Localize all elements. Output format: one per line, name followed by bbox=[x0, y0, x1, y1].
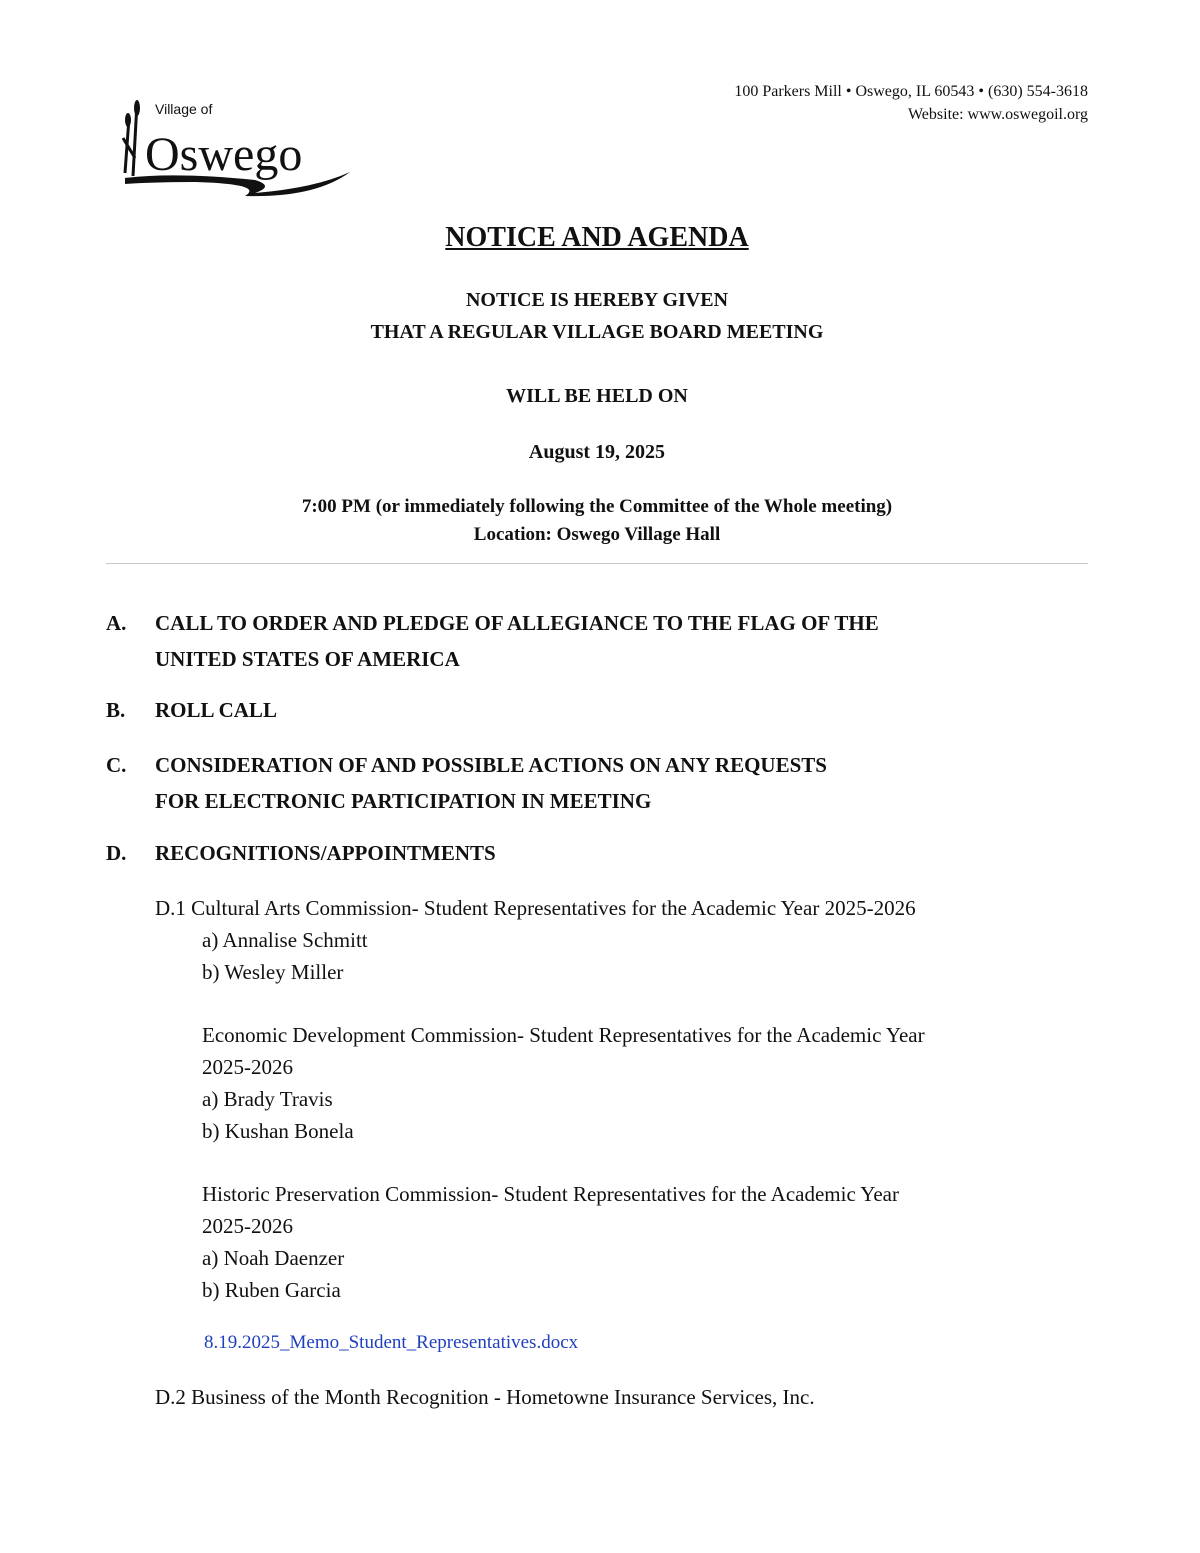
agenda-item-a-line: CALL TO ORDER AND PLEDGE OF ALLEGIANCE TO THE FLAG OF THE bbox=[155, 611, 879, 635]
econ-rep-b: b) Kushan Bonela bbox=[202, 1119, 354, 1143]
agenda-item-a-line: UNITED STATES OF AMERICA bbox=[155, 647, 460, 671]
hist-rep-a: a) Noah Daenzer bbox=[202, 1246, 345, 1270]
d1-heading: D.1 Cultural Arts Commission- Student Representatives for the Academic Year 2025-2026 bbox=[155, 896, 916, 920]
cultural-rep-a: a) Annalise Schmitt bbox=[202, 928, 368, 952]
agenda-item-b-line: ROLL CALL bbox=[155, 698, 277, 722]
agenda-item-c bbox=[155, 747, 827, 819]
agenda-letter-d: D. bbox=[106, 841, 127, 865]
agenda-item-c-line: CONSIDERATION OF AND POSSIBLE ACTIONS ON ANY REQUESTS bbox=[155, 753, 827, 777]
cultural-rep-b: b) Wesley Miller bbox=[202, 960, 344, 984]
meeting-date: August 19, 2025 bbox=[528, 441, 666, 463]
website: Website: www.oswegoil.org bbox=[907, 106, 1088, 123]
hist-heading-year: 2025-2026 bbox=[202, 1214, 293, 1238]
agenda-letter-c: C. bbox=[106, 753, 127, 777]
econ-heading-year: 2025-2026 bbox=[202, 1055, 293, 1079]
agenda-item-c-line: FOR ELECTRONIC PARTICIPATION IN MEETING bbox=[155, 789, 652, 813]
hist-rep-b: b) Ruben Garcia bbox=[202, 1278, 341, 1302]
econ-heading: Economic Development Commission- Student Representatives for the Academic Year bbox=[202, 1023, 925, 1047]
page-title: NOTICE AND AGENDA bbox=[445, 222, 749, 253]
agenda-letter-b: B. bbox=[106, 698, 126, 722]
meeting-time: 7:00 PM (or immediately following the Committee of the Whole meeting) bbox=[301, 496, 893, 517]
agenda-item-b bbox=[155, 692, 277, 728]
meeting-location: Location: Oswego Village Hall bbox=[473, 524, 721, 545]
notice-line-2: THAT A REGULAR VILLAGE BOARD MEETING bbox=[370, 321, 824, 343]
svg-text:Oswego: Oswego bbox=[145, 128, 303, 181]
village-of-oswego-logo bbox=[115, 98, 355, 198]
divider bbox=[106, 563, 1088, 564]
agenda-item-a bbox=[155, 605, 879, 677]
memo-attachment-link[interactable]: 8.19.2025_Memo_Student_Representatives.docx bbox=[204, 1332, 579, 1353]
svg-text:Village of: Village of bbox=[155, 101, 213, 117]
notice-line-1: NOTICE IS HEREBY GIVEN bbox=[465, 289, 729, 311]
notice-line-3: WILL BE HELD ON bbox=[506, 385, 688, 407]
agenda-item-d-line: RECOGNITIONS/APPOINTMENTS bbox=[155, 841, 496, 865]
d2-heading: D.2 Business of the Month Recognition - Hometowne Insurance Services, Inc. bbox=[155, 1385, 815, 1409]
address: 100 Parkers Mill • Oswego, IL 60543 • (630) 554-3618 bbox=[734, 83, 1088, 100]
agenda-letter-a: A. bbox=[106, 611, 127, 635]
econ-rep-a: a) Brady Travis bbox=[202, 1087, 333, 1111]
hist-heading: Historic Preservation Commission- Student Representatives for the Academic Year bbox=[202, 1182, 899, 1206]
agenda-item-d bbox=[155, 835, 496, 871]
